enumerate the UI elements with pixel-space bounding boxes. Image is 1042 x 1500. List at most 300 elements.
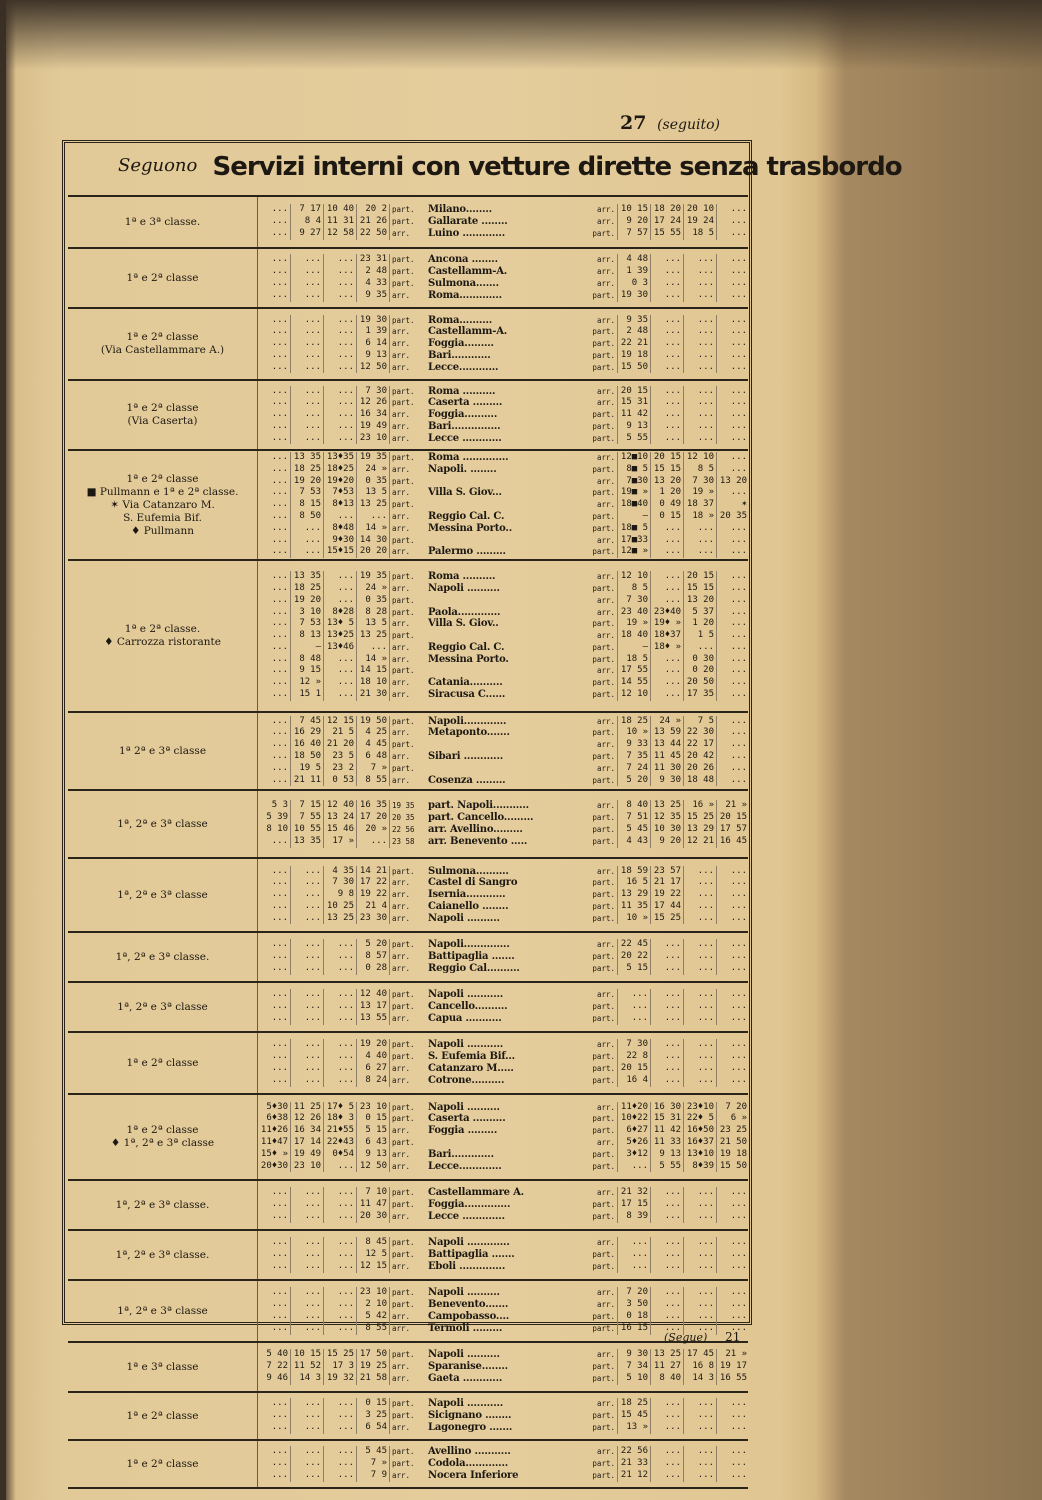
time-cell: 7 15 <box>291 800 324 812</box>
time-cell: ... <box>324 677 357 689</box>
time-cell: ... <box>684 989 717 1001</box>
time-cell: ... <box>291 315 324 327</box>
station-name: Lecce ............. <box>428 1210 505 1222</box>
time-cell: ... <box>717 1458 748 1470</box>
arr-part-marker: arr. <box>584 571 618 583</box>
time-cell: 18 » <box>684 511 717 523</box>
station-name: Roma............. <box>428 289 502 301</box>
time-cell: ... <box>258 739 291 751</box>
time-cell: 13 35 <box>291 452 324 464</box>
time-cell: ... <box>651 1187 684 1199</box>
time-cell: 16 35 <box>357 800 390 812</box>
arr-part-marker: part. <box>392 1200 415 1210</box>
time-cell: ... <box>291 1237 324 1249</box>
time-cell: ... <box>651 1211 684 1223</box>
arr-part-marker: part. <box>392 1250 415 1260</box>
time-cell: 6 » <box>717 1113 748 1125</box>
time-cell: ... <box>258 751 291 763</box>
arr-part-marker: arr. <box>392 1312 411 1321</box>
schedule-rows <box>258 309 748 379</box>
time-cell: 13 29 <box>684 824 717 836</box>
arr-part-marker: arr. <box>584 1299 618 1311</box>
time-cell: ... <box>291 963 324 975</box>
service-class-label <box>68 1343 258 1391</box>
time-cell: 7 45 <box>291 716 324 728</box>
time-cell: ... <box>618 1237 651 1249</box>
time-cell: 8 55 <box>357 1323 390 1335</box>
time-cell: 16 30 <box>651 1102 684 1114</box>
arr-part-marker: part. <box>584 677 618 689</box>
time-cell: ... <box>651 1249 684 1261</box>
time-cell: ... <box>651 1075 684 1087</box>
table-row <box>258 1299 748 1311</box>
time-cell: ... <box>717 315 748 327</box>
time-cell: ... <box>324 1410 357 1422</box>
time-cell: 12 10 <box>684 452 717 464</box>
station-name: Napoli .......... <box>428 912 500 924</box>
time-cell: 15♦15 <box>324 546 357 558</box>
time-cell: 17 35 <box>684 689 717 701</box>
station-name: Palermo ......... <box>428 546 506 558</box>
time-cell: 20 35 <box>717 511 748 523</box>
time-cell: 8 13 <box>291 630 324 642</box>
table-row <box>258 1287 748 1299</box>
time-cell: 12 5 <box>357 1249 390 1261</box>
arr-part-marker: part. <box>584 326 618 338</box>
time-cell: 13 29 <box>618 889 651 901</box>
table-row <box>258 1446 748 1458</box>
time-cell: ... <box>618 1161 651 1173</box>
table-row <box>258 1410 748 1422</box>
time-cell: ... <box>717 278 748 290</box>
table-row <box>258 1349 748 1361</box>
station-name <box>424 630 584 642</box>
arr-part-marker: part. <box>584 464 618 476</box>
time-cell: ... <box>684 1051 717 1063</box>
time-cell: ... <box>258 689 291 701</box>
station-name: Foggia ......... <box>428 1125 498 1137</box>
time-cell: 15 25 <box>324 1349 357 1361</box>
time-cell: 11♦26 <box>258 1125 291 1137</box>
time-cell: 16♦50 <box>684 1125 717 1137</box>
time-cell: 0 30 <box>684 654 717 666</box>
time-cell: ... <box>291 386 324 398</box>
time-cell: 9 35 <box>618 315 651 327</box>
table-row <box>258 278 748 290</box>
arr-part-marker: arr. <box>392 1323 411 1333</box>
time-cell: ... <box>717 1261 748 1273</box>
class-label-line: ♦ Carrozza ristorante <box>104 636 221 648</box>
time-cell: 1 39 <box>357 326 390 338</box>
time-cell: 7 10 <box>357 1187 390 1199</box>
arr-part-marker: arr. <box>392 339 411 349</box>
station-name: Catania.......... <box>428 677 503 689</box>
time-cell: ... <box>258 228 291 240</box>
service-block <box>68 1343 748 1393</box>
table-row <box>258 1149 748 1161</box>
time-cell: 7 55 <box>291 812 324 824</box>
time-cell: ... <box>651 951 684 963</box>
time-cell: ... <box>651 362 684 374</box>
arr-part-marker: arr. <box>584 607 618 619</box>
arr-part-marker: part. <box>584 409 618 421</box>
time-cell: ... <box>324 266 357 278</box>
time-cell: 16 55 <box>717 1373 748 1385</box>
class-label-line: ♦ Pullmann <box>130 524 195 537</box>
arr-part-marker: arr. <box>584 800 618 812</box>
time-cell: 8 50 <box>291 511 324 523</box>
time-cell: ... <box>291 1299 324 1311</box>
arr-part-marker: part. <box>584 836 618 848</box>
time-cell: 7 20 <box>618 1287 651 1299</box>
arr-part-marker: part. <box>584 1323 618 1335</box>
table-row <box>258 889 748 901</box>
time-cell: ... <box>684 963 717 975</box>
table-row <box>258 654 748 666</box>
time-cell: 18 50 <box>291 751 324 763</box>
time-cell: ... <box>258 1470 291 1482</box>
arr-part-marker: part. <box>584 642 618 654</box>
arr-part-marker: part. <box>392 386 415 396</box>
time-cell: 12 50 <box>357 362 390 374</box>
time-cell: ... <box>258 278 291 290</box>
station-name: Reggio Cal. C. <box>428 510 505 522</box>
time-cell: ... <box>258 1323 291 1335</box>
arr-part-marker: part. <box>392 452 415 462</box>
table-row <box>258 1001 748 1013</box>
time-cell: 23 30 <box>357 913 390 925</box>
time-cell: ... <box>651 1299 684 1311</box>
time-cell: ... <box>324 689 357 701</box>
time-cell: ... <box>684 1211 717 1223</box>
arr-part-marker: part. <box>584 1458 618 1470</box>
time-cell: 18♦37 <box>651 630 684 642</box>
schedule-rows <box>258 1393 748 1439</box>
time-cell: 5 45 <box>618 824 651 836</box>
time-cell: 10 30 <box>651 824 684 836</box>
time-cell: ... <box>651 665 684 677</box>
time-cell: ... <box>651 421 684 433</box>
time-cell: ... <box>258 326 291 338</box>
time-cell: ... <box>717 642 748 654</box>
time-cell: ... <box>684 877 717 889</box>
table-row <box>258 913 748 925</box>
station-name: Milano........ <box>428 204 492 216</box>
time-cell: 11♦20 <box>618 1102 651 1114</box>
station-name: Termoli ......... <box>428 1322 503 1334</box>
time-cell: 8 55 <box>357 775 390 787</box>
arr-part-marker: part. <box>392 217 415 227</box>
time-cell: ... <box>258 654 291 666</box>
time-cell: ... <box>258 1398 291 1410</box>
time-cell: 24 » <box>357 583 390 595</box>
arr-part-marker: part. <box>392 1114 415 1124</box>
time-cell: ... <box>717 1199 748 1211</box>
table-row <box>258 1102 748 1114</box>
time-cell: 19 50 <box>357 716 390 728</box>
time-cell: ... <box>258 216 291 228</box>
time-cell: ... <box>651 338 684 350</box>
time-cell: 23 10 <box>357 433 390 445</box>
station-name: Napoli .......... <box>428 1287 500 1299</box>
time-cell: ... <box>684 326 717 338</box>
time-cell: 6 27 <box>357 1063 390 1075</box>
time-cell: 13 » <box>618 1422 651 1434</box>
arr-part-marker: arr. <box>392 1373 411 1383</box>
time-cell: ... <box>651 266 684 278</box>
title-lead: Seguono <box>118 155 198 176</box>
arr-part-marker: part. <box>584 290 618 302</box>
arr-part-marker: part. <box>392 1238 415 1248</box>
time-cell: 8♦28 <box>324 607 357 619</box>
service-block <box>68 309 748 381</box>
time-cell: ... <box>684 1075 717 1087</box>
time-cell: ... <box>258 630 291 642</box>
time-cell: ... <box>717 1063 748 1075</box>
time-cell: 15 31 <box>618 397 651 409</box>
time-cell: 20 50 <box>684 677 717 689</box>
arr-part-marker: part. <box>584 1013 618 1025</box>
time-cell: 0 15 <box>357 1113 390 1125</box>
arr-part-marker: part. <box>392 1102 415 1112</box>
time-cell: ... <box>651 583 684 595</box>
time-cell: 17 55 <box>618 665 651 677</box>
time-cell: ... <box>684 362 717 374</box>
table-row <box>258 618 748 630</box>
time-cell: ... <box>291 535 324 547</box>
time-cell: 16 » <box>684 800 717 812</box>
arr-part-marker: arr. <box>392 290 411 300</box>
schedule-rows <box>258 983 748 1031</box>
table-row <box>258 362 748 374</box>
arr-part-marker: 23 58 <box>392 836 415 846</box>
time-cell: ... <box>684 1458 717 1470</box>
time-cell: 10 15 <box>618 204 651 216</box>
time-cell: 17 3 <box>324 1361 357 1373</box>
arr-part-marker: arr. <box>584 386 618 398</box>
table-row <box>258 254 748 266</box>
arr-part-marker: part. <box>392 631 415 641</box>
time-cell: 1 39 <box>618 266 651 278</box>
time-cell: ... <box>291 1470 324 1482</box>
station-name: Nocera Inferiore <box>428 1469 519 1481</box>
time-cell: 15 46 <box>324 824 357 836</box>
time-cell: ... <box>291 397 324 409</box>
time-cell: ... <box>717 618 748 630</box>
time-cell: ... <box>717 266 748 278</box>
table-row <box>258 877 748 889</box>
time-cell: 18 59 <box>618 866 651 878</box>
time-cell: ... <box>258 595 291 607</box>
class-label-line: 1ª, 2ª e 3ª classe. <box>115 950 210 963</box>
time-cell: ... <box>717 1237 748 1249</box>
class-label-line: (Via Castellammare A.) <box>100 344 225 356</box>
time-cell: 19 18 <box>618 350 651 362</box>
arr-part-marker: arr. <box>584 630 618 642</box>
station-name: Catanzaro M..... <box>428 1063 514 1074</box>
table-row <box>258 1470 748 1482</box>
time-cell: 16 8 <box>684 1361 717 1373</box>
time-cell: ... <box>291 1039 324 1051</box>
time-cell: 18 37 <box>684 499 717 511</box>
arr-part-marker: part. <box>584 689 618 701</box>
arr-part-marker: arr. <box>584 1137 618 1149</box>
arr-part-marker: arr. <box>584 266 618 278</box>
time-cell: 8 28 <box>357 607 390 619</box>
time-cell: 11 42 <box>618 409 651 421</box>
table-row <box>258 315 748 327</box>
time-cell: ... <box>324 1398 357 1410</box>
time-cell: ... <box>684 350 717 362</box>
time-cell: 12 40 <box>324 800 357 812</box>
station-name <box>424 535 584 547</box>
time-cell: ... <box>324 1422 357 1434</box>
time-cell: 23 25 <box>717 1125 748 1137</box>
arr-part-marker: arr. <box>392 327 411 337</box>
arr-part-marker: arr. <box>584 739 618 751</box>
time-cell: ... <box>651 386 684 398</box>
time-cell: ... <box>258 1211 291 1223</box>
table-row <box>258 866 748 878</box>
time-cell: ... <box>651 689 684 701</box>
time-cell: ... <box>684 254 717 266</box>
time-cell: 11 42 <box>651 1125 684 1137</box>
time-cell: 10 » <box>618 727 651 739</box>
time-cell: 19 » <box>618 618 651 630</box>
time-cell: ... <box>258 476 291 488</box>
schedule-rows <box>258 859 748 931</box>
arr-part-marker: 22 56 <box>392 825 415 834</box>
time-cell: ... <box>324 326 357 338</box>
table-row <box>258 204 748 216</box>
time-cell: ... <box>324 1051 357 1063</box>
schedule-rows <box>258 1231 748 1279</box>
table-row <box>258 523 748 535</box>
time-cell: ... <box>717 677 748 689</box>
time-cell: 16 4 <box>618 1075 651 1087</box>
time-cell: 6 48 <box>357 751 390 763</box>
table-row <box>258 630 748 642</box>
time-cell: ... <box>324 654 357 666</box>
service-class-label <box>68 791 258 857</box>
time-cell: 7 57 <box>618 228 651 240</box>
time-cell: 24 » <box>651 716 684 728</box>
class-label-line: 1ª, 2ª e 3ª classe. <box>115 1248 210 1261</box>
time-cell: 8 39 <box>618 1211 651 1223</box>
time-cell: 6♦27 <box>618 1125 651 1137</box>
time-cell: ... <box>717 350 748 362</box>
arr-part-marker: part. <box>392 205 415 215</box>
time-cell: 13 55 <box>357 1013 390 1025</box>
time-cell: ... <box>291 951 324 963</box>
time-cell: ... <box>717 1311 748 1323</box>
arr-part-marker: part. <box>392 398 415 408</box>
time-cell: ... <box>717 989 748 1001</box>
time-cell: 0 20 <box>684 665 717 677</box>
arr-part-marker: arr. <box>584 1187 618 1199</box>
time-cell: 11 31 <box>324 216 357 228</box>
time-cell: ... <box>651 1051 684 1063</box>
time-cell: 7 » <box>357 1458 390 1470</box>
table-row <box>258 1051 748 1063</box>
arr-part-marker: arr. <box>392 1126 411 1136</box>
station-name: Luino ............. <box>428 227 505 239</box>
service-block <box>68 1181 748 1231</box>
time-cell: 13 44 <box>651 739 684 751</box>
time-cell: ... <box>651 1311 684 1323</box>
station-name: Roma .............. <box>428 451 509 463</box>
time-cell: 21 » <box>717 800 748 812</box>
time-cell: 18 25 <box>618 1398 651 1410</box>
arr-part-marker: arr. <box>584 254 618 266</box>
time-cell: 14 » <box>357 654 390 666</box>
time-cell: 9 33 <box>618 739 651 751</box>
time-cell: 17 20 <box>357 812 390 824</box>
table-row <box>258 228 748 240</box>
time-cell: ... <box>258 350 291 362</box>
time-cell: ... <box>684 901 717 913</box>
time-cell: 16 45 <box>717 836 748 848</box>
schedule-rows <box>258 1095 748 1179</box>
time-cell: 21 58 <box>357 1373 390 1385</box>
time-cell: ... <box>258 1237 291 1249</box>
time-cell: 11 52 <box>291 1361 324 1373</box>
time-cell: ... <box>684 421 717 433</box>
arr-part-marker: arr. <box>392 619 411 629</box>
arr-part-marker: part. <box>392 990 415 1000</box>
time-cell: ... <box>717 763 748 775</box>
arr-part-marker: part. <box>392 1138 415 1147</box>
table-row <box>258 338 748 350</box>
time-cell: 2 48 <box>618 326 651 338</box>
time-cell: ... <box>324 1458 357 1470</box>
time-cell: ... <box>291 1398 324 1410</box>
time-cell: 13 20 <box>651 476 684 488</box>
arr-part-marker: arr. <box>392 1013 411 1023</box>
time-cell: ... <box>717 901 748 913</box>
time-cell: 13 24 <box>324 812 357 824</box>
time-cell: ... <box>258 409 291 421</box>
time-cell: ... <box>258 1187 291 1199</box>
time-cell: 19 49 <box>291 1149 324 1161</box>
arr-part-marker: part. <box>392 1188 415 1198</box>
time-cell: 0 18 <box>618 1311 651 1323</box>
arr-part-marker: part. <box>584 433 618 445</box>
time-cell: ... <box>717 254 748 266</box>
time-cell: ... <box>324 1199 357 1211</box>
time-cell: 17♦ 5 <box>324 1102 357 1114</box>
station-name: Metaponto....... <box>428 727 510 739</box>
time-cell: ... <box>717 1075 748 1087</box>
time-cell: 23 5 <box>324 751 357 763</box>
time-cell: 15 15 <box>651 464 684 476</box>
time-cell: ... <box>717 216 748 228</box>
time-cell: ... <box>291 1051 324 1063</box>
time-cell: ... <box>258 487 291 499</box>
time-cell: 11 30 <box>651 763 684 775</box>
arr-part-marker: part. <box>584 1361 618 1373</box>
service-block <box>68 1231 748 1281</box>
arr-part-marker: arr. <box>392 410 411 420</box>
class-label-line: 1ª e 2ª classe <box>126 472 199 485</box>
time-cell: 1 20 <box>684 618 717 630</box>
time-cell: ... <box>684 546 717 558</box>
arr-part-marker: part. <box>584 338 618 350</box>
time-cell: 7 30 <box>324 877 357 889</box>
time-cell: 5♦30 <box>258 1102 291 1114</box>
arr-part-marker: part. <box>584 1113 618 1125</box>
arr-part-marker: part. <box>392 1459 415 1469</box>
